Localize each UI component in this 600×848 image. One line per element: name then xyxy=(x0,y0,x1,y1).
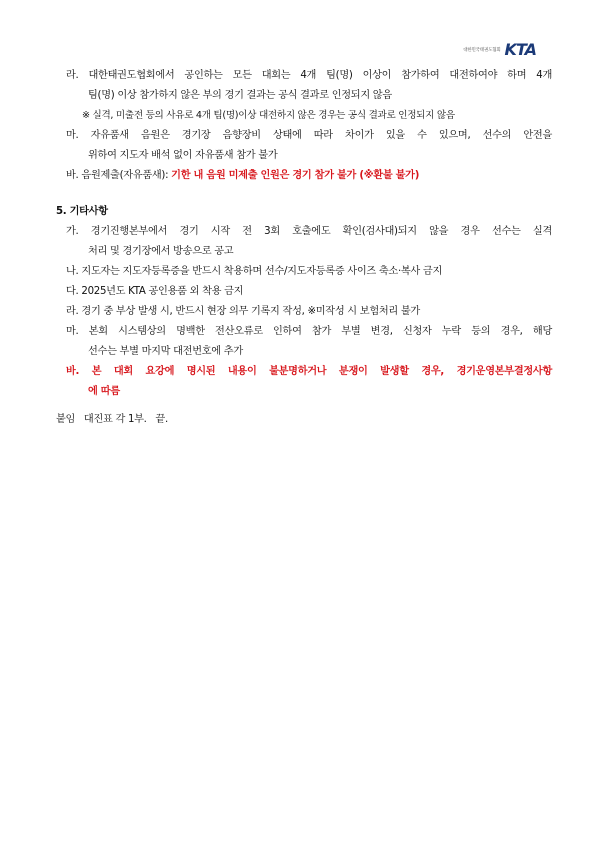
item-ba-prefix: 바. 음원제출(자유품새): xyxy=(66,170,172,181)
appendix-line xyxy=(56,410,168,430)
logo-small-text: 대한민국태권도협회 xyxy=(463,48,501,53)
item-ba xyxy=(56,166,552,186)
s5-item-ba-line2: 에 따름 xyxy=(88,386,120,397)
document-body xyxy=(56,66,552,402)
item-ra-line2: 팀(명) 이상 참가하지 않은 부의 경기 결과는 공식 결과로 인정되지 않음 xyxy=(88,90,392,101)
item-ma-line2: 위하여 지도자 배석 없이 자유품새 참가 불가 xyxy=(88,150,278,161)
s5-item-da: 다. 2025년도 KTA 공인용품 외 착용 금지 xyxy=(66,286,244,297)
item-ba-red-text: 기한 내 음원 미제출 인원은 경기 참가 불가 (※환불 불가) xyxy=(171,170,420,181)
s5-item-ga-line2: 처리 및 경기장에서 방송으로 공고 xyxy=(88,246,234,257)
s5-item-ga-line1: 가. 경기진행본부에서 경기 시작 전 3회 호출에도 확인(검사대)되지 않을 경우 선수는 실격 xyxy=(66,226,552,237)
s5-item-ma-line1: 마. 본회 시스템상의 명백한 전산오류로 인하여 참가 부별 변경, 신청자 누락 등의 경우, 해당 xyxy=(66,326,552,337)
item-ra-note: ※ 실격, 미출전 등의 사유로 4개 팀(명)이상 대전하지 않은 경우는 공식 결과로 인정되지 않음 xyxy=(82,110,455,121)
kta-logo xyxy=(463,42,536,58)
s5-item-ra: 라. 경기 중 부상 발생 시, 반드시 현장 의무 기록지 작성, ※미작성 시 보험처리 불가 xyxy=(66,306,420,317)
s5-item-ma-line2: 선수는 부별 마지막 대전번호에 추가 xyxy=(88,346,243,357)
item-ra-line1: 라. 대한태권도협회에서 공인하는 모든 대회는 4개 팀(명) 이상이 참가하여 대전하여야 하며 4개 xyxy=(66,70,552,81)
logo-mark-text: KTA xyxy=(504,40,536,59)
appendix-text: 붙임 대진표 각 1부. 끝. xyxy=(56,414,168,425)
s5-item-na: 나. 지도자는 지도자등록증을 반드시 착용하며 선수/지도자등록증 사이즈 축소·복사 금지 xyxy=(66,266,442,277)
section-5-heading: 5. 기타사항 xyxy=(56,206,108,217)
s5-item-ba-line1: 바. 본 대회 요강에 명시된 내용이 불분명하거나 분쟁이 발생할 경우, 경기운영본부결정사항 xyxy=(66,366,552,377)
logo-mark xyxy=(505,42,536,58)
item-ma-line1: 마. 자유품새 음원은 경기장 음향장비 상태에 따라 차이가 있을 수 있으며, 선수의 안전을 xyxy=(66,130,552,141)
